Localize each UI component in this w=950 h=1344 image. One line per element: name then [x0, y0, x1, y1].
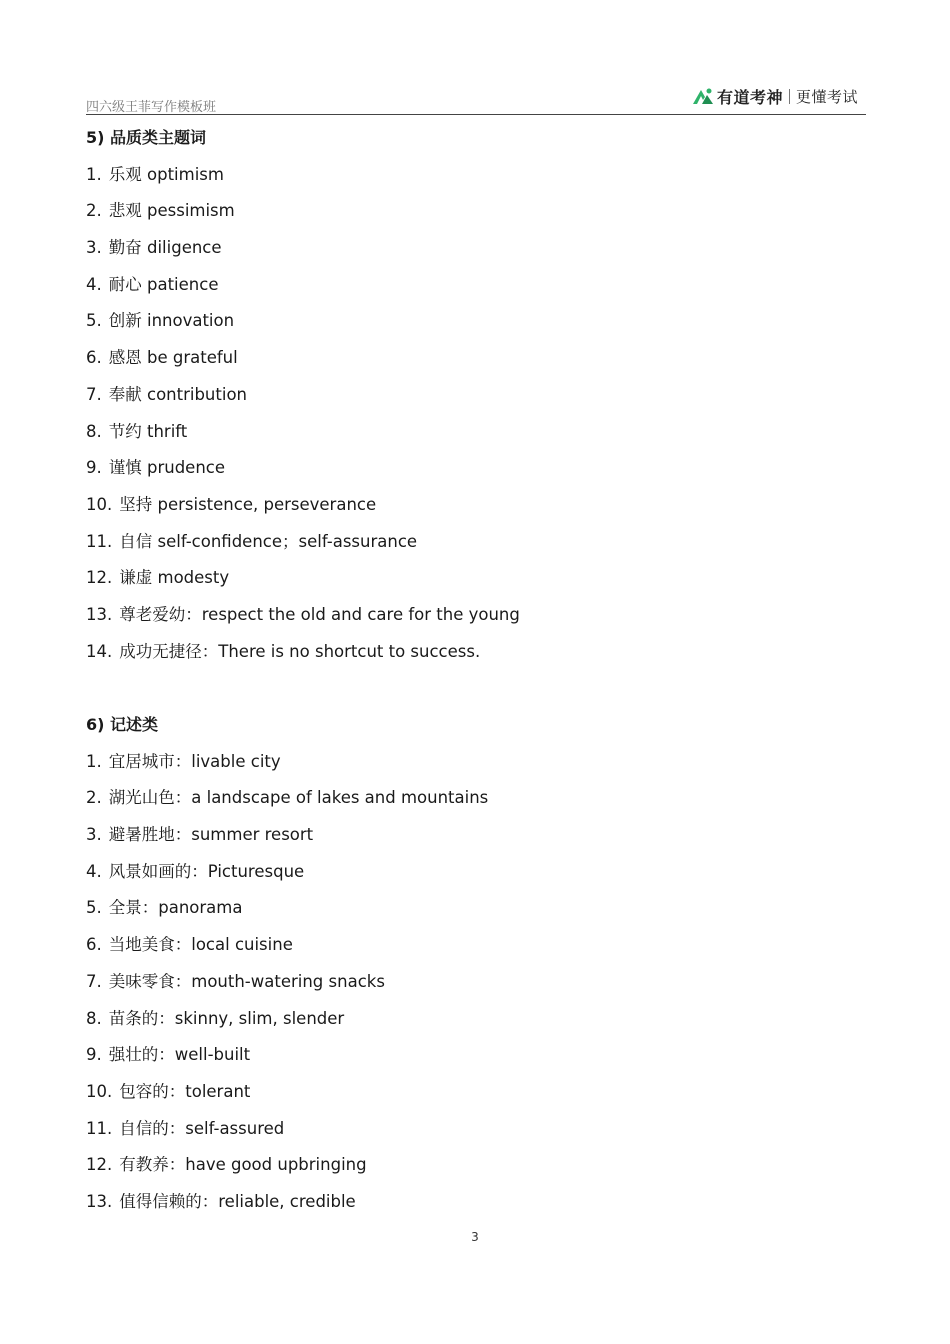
- page-number: 3: [471, 1230, 479, 1244]
- list-item: 3. 勤奋 diligence: [86, 238, 222, 258]
- list-item: 11. 自信 self-confidence；self-assurance: [86, 531, 418, 551]
- list-item: 9. 谨慎 prudence: [86, 458, 226, 478]
- list-item: 7. 美味零食：mouth-watering snacks: [86, 971, 385, 991]
- section-spacer: [86, 676, 866, 713]
- list-item: 12. 有教养：have good upbringing: [86, 1155, 367, 1175]
- brand-name: 有道考神: [716, 87, 783, 107]
- list-item: 10. 坚持 persistence, perseverance: [86, 494, 377, 514]
- list-item: 2. 悲观 pessimism: [86, 201, 235, 221]
- list-item: 14. 成功无捷径：There is no shortcut to success.: [86, 641, 481, 661]
- brand-slogan: 更懂考试: [795, 87, 858, 106]
- list-item: 6. 感恩 be grateful: [86, 348, 238, 368]
- list-item: 12. 谦虚 modesty: [86, 568, 230, 588]
- document-body: [86, 126, 866, 1227]
- list-item: 1. 乐观 optimism: [86, 164, 224, 184]
- list-item: 11. 自信的：self-assured: [86, 1118, 285, 1138]
- list-item: 1. 宜居城市：livable city: [86, 751, 281, 771]
- list-item: 8. 苗条的：skinny, slim, slender: [86, 1008, 345, 1028]
- list-item: 7. 奉献 contribution: [86, 384, 247, 404]
- list-item: 5. 全景：panorama: [86, 898, 243, 918]
- list-item: 8. 节约 thrift: [86, 421, 188, 441]
- page-header: [86, 84, 866, 115]
- list-item: 6. 当地美食：local cuisine: [86, 935, 293, 955]
- list-item: 13. 尊老爱幼：respect the old and care for the young: [86, 604, 520, 624]
- course-title: 四六级王菲写作模板班: [86, 100, 217, 115]
- section-title-narrative: 6) 记述类: [86, 715, 159, 734]
- list-item: 4. 耐心 patience: [86, 274, 219, 294]
- brand-logo-group: [691, 85, 858, 107]
- list-item: 5. 创新 innovation: [86, 311, 235, 331]
- brand-divider: [789, 89, 790, 104]
- section-title-quality: 5) 品质类主题词: [86, 128, 207, 147]
- list-item: 13. 值得信赖的：reliable, credible: [86, 1191, 356, 1211]
- list-item: 9. 强壮的：well-built: [86, 1045, 251, 1065]
- list-item: 3. 避暑胜地：summer resort: [86, 825, 314, 845]
- list-item: 10. 包容的：tolerant: [86, 1081, 251, 1101]
- list-item: 2. 湖光山色：a landscape of lakes and mountains: [86, 788, 489, 808]
- brand-logo-icon: [691, 86, 715, 106]
- list-item: 4. 风景如画的：Picturesque: [86, 861, 305, 881]
